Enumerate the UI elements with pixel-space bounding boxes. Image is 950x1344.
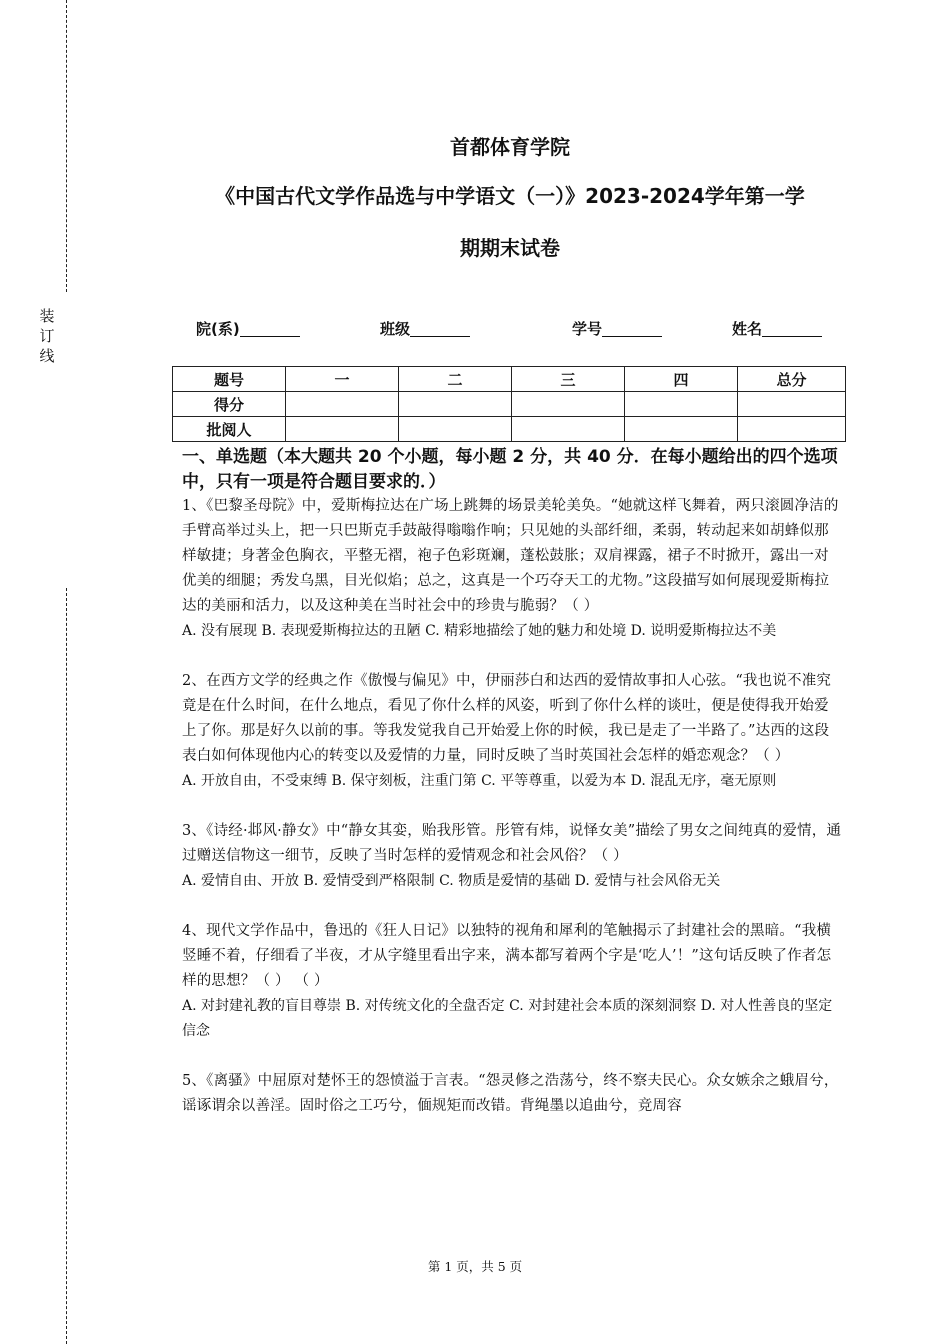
info-label: 姓名 [732,320,763,338]
info-label: 班级 [380,320,411,338]
info-class [380,318,470,339]
name-blank[interactable] [762,320,822,337]
score-table-header: 三 [512,367,625,392]
reviewer-cell[interactable] [286,417,399,442]
binding-line-top [66,0,67,292]
section-heading: 一、单选题（本大题共 20 个小题，每小题 2 分，共 40 分．在每小题给出的四个选项中，只有一项是符合题目要求的．） [182,447,838,492]
binding-char: 装 [39,307,55,325]
term-title: 期期末试卷 [460,236,560,260]
question-options: A. 对封建礼教的盲目尊崇 B. 对传统文化的全盘否定 C. 对封建社会本质的深刻洞察 D. 对人性善良的坚定信念 [182,998,833,1039]
question-item [182,669,842,794]
question-options: A. 开放自由，不受束缚 B. 保守刻板，注重门第 C. 平等尊重，以爱为本 D. 混乱无序，毫无原则 [182,773,777,789]
info-student-id [572,318,662,339]
reviewer-row-label: 批阅人 [173,417,286,442]
reviewer-cell[interactable] [625,417,738,442]
question-item [182,494,842,644]
questions-list [182,494,842,1119]
reviewer-cell[interactable] [399,417,512,442]
question-stem: 1、《巴黎圣母院》中，爱斯梅拉达在广场上跳舞的场景美轮美奂。“她就这样飞舞着，两只滚圆净洁的手臂高举过头上，把一只巴斯克手鼓敲得嗡嗡作响；只见她的头部纤细，柔弱，转动起来如胡蜂似那样敏捷；身著金色胸衣，平整无褶，袍子色彩斑斓，蓬松鼓胀；双肩裸露，裙子不时掀开，露出一对优美的细腿；秀发乌黑，目光似焰；总之，这真是一个巧夺天工的尤物。”这段描写如何展现爱斯梅拉达的美丽和活力，以及这种美在当时社会中的珍贵与脆弱？（ ） [182,498,839,614]
score-table-header-row [173,367,846,392]
department-blank[interactable] [240,320,300,337]
score-cell[interactable] [286,392,399,417]
binding-char: 线 [39,347,55,365]
question-options: A. 没有展现 B. 表现爱斯梅拉达的丑陋 C. 精彩地描绘了她的魅力和处境 D. 说明爱斯梅拉达不美 [182,623,777,639]
score-table-header: 总分 [738,367,846,392]
question-stem: 4、现代文学作品中，鲁迅的《狂人日记》以独特的视角和犀利的笔触揭示了封建社会的黑暗。“我横竖睡不着，仔细看了半夜，才从字缝里看出字来，满本都写着两个字是‘吃人’！”这句话反映了作者怎样的思想？（ ） （ ） [182,923,832,989]
course-title: 《中国古代文学作品选与中学语文（一）》2023-2024学年第一学 [215,184,805,208]
info-department [196,318,300,339]
score-cell[interactable] [512,392,625,417]
score-cell[interactable] [399,392,512,417]
reviewer-cell[interactable] [738,417,846,442]
score-row [173,392,846,417]
question-item [182,1069,842,1119]
question-stem: 5、《离骚》中屈原对楚怀王的怨愤溢于言表。“怨灵修之浩荡兮，终不察夫民心。众女嫉余之蛾眉兮，谣诼谓余以善淫。固时俗之工巧兮，偭规矩而改错。背绳墨以追曲兮，竞周容 [182,1073,839,1114]
score-row-label: 得分 [173,392,286,417]
class-blank[interactable] [410,320,470,337]
score-table-header: 四 [625,367,738,392]
question-item [182,919,842,1044]
reviewer-row [173,417,846,442]
binding-label [38,306,56,366]
question-item [182,819,842,894]
question-stem: 3、《诗经·邶风·静女》中“静女其娈，贻我彤管。彤管有炜，说怿女美”描绘了男女之间纯真的爱情，通过赠送信物这一细节，反映了当时怎样的爱情观念和社会风俗？（ ） [182,823,842,864]
question-stem: 2、在西方文学的经典之作《傲慢与偏见》中，伊丽莎白和达西的爱情故事扣人心弦。“我也说不准究竟是在什么时间，在什么地点，看见了你什么样的风姿，听到了你什么样的谈吐，便是使得我开始爱上了你。那是好久以前的事。等我发觉我自己开始爱上你的时候，我已是走了一半路了。”达西的这段表白如何体现他内心的转变以及爱情的力量，同时反映了当时英国社会怎样的婚恋观念？（ ） [182,673,832,764]
question-options: A. 爱情自由、开放 B. 爱情受到严格限制 C. 物质是爱情的基础 D. 爱情与社会风俗无关 [182,873,721,889]
info-name [732,318,822,339]
info-label: 院(系) [196,320,240,338]
info-label: 学号 [572,320,603,338]
institution-title: 首都体育学院 [450,135,570,159]
score-table-header: 一 [286,367,399,392]
score-table-header: 题号 [173,367,286,392]
binding-line-bottom [66,588,67,1344]
binding-char: 订 [39,327,55,345]
score-cell[interactable] [625,392,738,417]
score-table [172,366,846,442]
page-footer: 第 1 页，共 5 页 [427,1259,523,1274]
reviewer-cell[interactable] [512,417,625,442]
score-cell[interactable] [738,392,846,417]
student-id-blank[interactable] [602,320,662,337]
score-table-header: 二 [399,367,512,392]
